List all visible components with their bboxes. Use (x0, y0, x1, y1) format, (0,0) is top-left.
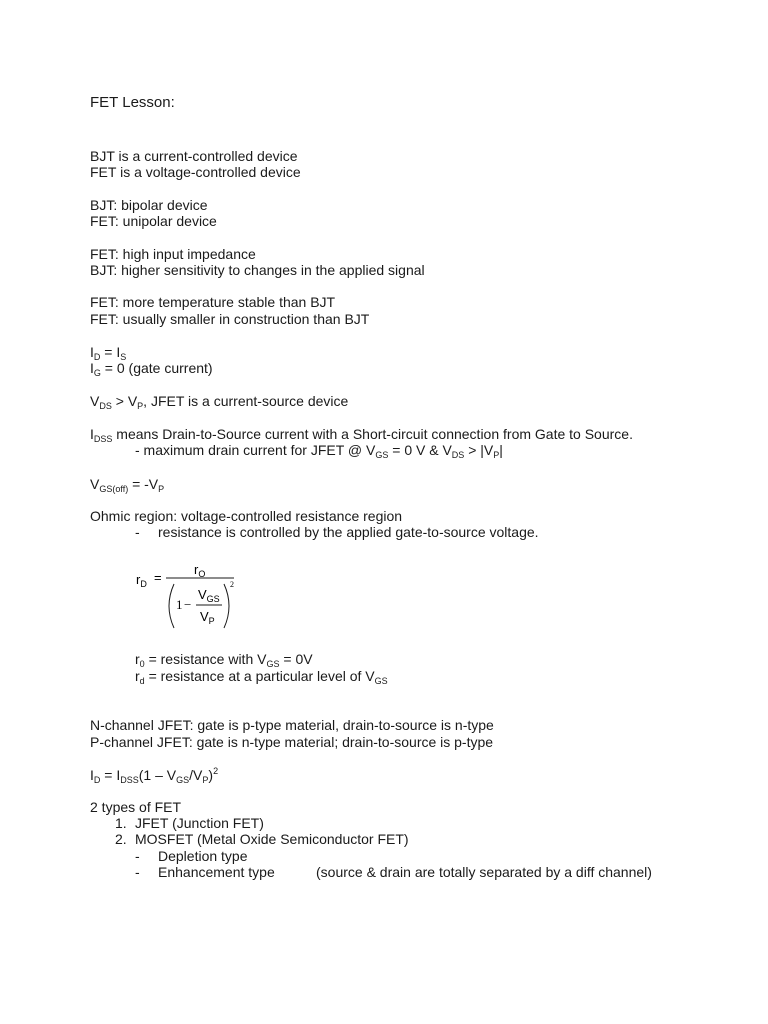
list-number: 2. (115, 831, 127, 847)
equation-vgsoff: $V_{GS(off)} = -V_P$ (90, 476, 165, 494)
formula-equals: = (154, 570, 162, 585)
sub-list-item: Depletion type (158, 848, 248, 864)
text-line: BJT: higher sensitivity to changes in the applied signal (90, 262, 425, 278)
list-item: MOSFET (Metal Oxide Semiconductor FET) (135, 831, 409, 847)
def-rd: $r_d$ = resistance at a particular level of $V_{GS}$ (135, 668, 388, 686)
equation-vds: $V_{DS} > V_P$, JFET is a current-source device (90, 393, 349, 411)
text-line: FET: usually smaller in construction than BJT (90, 311, 370, 327)
formula-graphic (130, 560, 270, 640)
ohmic-heading: Ohmic region: voltage-controlled resistance region (90, 508, 403, 524)
equation-idss: $I_{DSS}$ means Drain-to-Source current with a Short-circuit connection from Gate to Source. (90, 426, 633, 444)
bullet-dash: - (135, 524, 140, 540)
formula-power: 2 (230, 580, 234, 589)
text-line: BJT is a current-controlled device (90, 148, 298, 164)
n-channel-line: N-channel JFET: gate is p-type material, drain-to-source is n-type (90, 717, 494, 733)
list-number: 1. (115, 815, 127, 831)
formula-vgs: $V_{GS}$ (198, 587, 220, 604)
rd-formula (130, 560, 270, 640)
equation-id-is: $I_D = I_S$ (90, 344, 127, 362)
right-paren (224, 584, 229, 628)
text-line: FET: high input impedance (90, 246, 256, 262)
formula-lhs: $r_D$ (136, 572, 147, 589)
sub-list-note: (source & drain are totally separated by a diff channel) (316, 864, 652, 880)
def-r0: $r_0$ = resistance with $V_{GS} = 0V$ (135, 651, 313, 669)
text-line: FET: unipolar device (90, 213, 217, 229)
formula-numerator: $r_O$ (194, 562, 206, 579)
list-item: JFET (Junction FET) (135, 815, 264, 831)
formula-vp: $V_P$ (200, 609, 215, 626)
bullet-dash: - (135, 864, 140, 880)
equation-idss-max: - maximum drain current for JFET @ $V_{GS} = 0$ V & $V_{DS} > |V_P|$ (135, 442, 503, 460)
ohmic-bullet: resistance is controlled by the applied gate-to-source voltage. (158, 524, 539, 540)
page-title: FET Lesson: (90, 94, 175, 111)
text-line: FET: more temperature stable than BJT (90, 294, 336, 310)
bullet-dash: - (135, 848, 140, 864)
p-channel-line: P-channel JFET: gate is n-type material; drain-to-source is p-type (90, 734, 494, 750)
formula-one: 1 (176, 597, 183, 612)
formula-minus: − (184, 597, 192, 612)
text-line: BJT: bipolar device (90, 197, 208, 213)
text-line: FET is a voltage-controlled device (90, 164, 301, 180)
types-heading: 2 types of FET (90, 799, 182, 815)
equation-ig: $I_G = 0$ (gate current) (90, 360, 213, 378)
sub-list-item: Enhancement type (158, 864, 275, 880)
left-paren (169, 584, 174, 628)
shockley-equation: $I_D = I_{DSS}(1 - V_{GS}/V_P)^2$ (90, 766, 219, 785)
